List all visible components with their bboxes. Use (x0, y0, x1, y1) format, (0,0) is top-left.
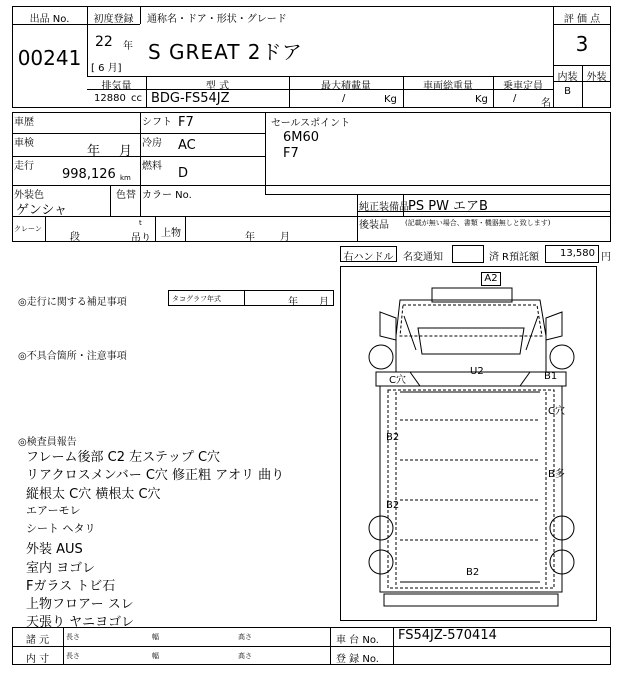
gross-weight-label: 車両総重量 (423, 81, 473, 92)
sales-point-label: セールスポイント (271, 118, 351, 129)
tachograph-month: 月 (319, 297, 329, 308)
ac-label: 冷房 (142, 138, 162, 149)
crane-label: クレーン (14, 225, 42, 233)
capacity-label: 乗車定員 (503, 81, 543, 92)
gross-weight-unit: Kg (475, 94, 488, 105)
chassis-label: 車 台 No. (336, 635, 379, 646)
mark-b2-bottom: B2 (466, 567, 480, 578)
first-reg-year-unit: 年 (123, 41, 133, 52)
name-change-suffix: 済 (489, 252, 499, 263)
shift-label: シフト (142, 117, 172, 128)
interior-length-label: 長さ (66, 652, 80, 660)
height-label: 高さ (238, 633, 252, 641)
ac-value: AC (178, 138, 196, 153)
capacity-unit: 名 (541, 98, 551, 109)
upper-year: 年 (245, 232, 255, 243)
registration-label: 登 録 No. (336, 654, 379, 665)
equipment-label: 純正装備品 (359, 202, 409, 213)
inspector-line-7: 室内 ヨゴレ (26, 561, 96, 576)
model-code-label: 型 式 (205, 81, 230, 92)
crane-ton: t (139, 219, 142, 227)
max-load-label: 最大積載量 (321, 81, 371, 92)
upper-month: 月 (280, 232, 290, 243)
color-label: 外装色 (14, 190, 44, 201)
mark-a2: A2 (484, 273, 498, 284)
fuel-label: 燃料 (142, 161, 162, 172)
model-name-value: S GREAT 2ドア (148, 40, 303, 64)
model-name-label: 通称名・ドア・形状・グレード (147, 14, 287, 25)
first-reg-label: 初度登録 (93, 14, 134, 25)
supplement-label: ◎走行に関する補足事項 (18, 297, 127, 308)
name-change-box (452, 245, 484, 263)
inspector-line-8: Fガラス トビ石 (26, 579, 116, 594)
inspector-line-9: 上物フロアー スレ (26, 597, 134, 612)
lot-label: 出品 No. (29, 14, 70, 25)
crane-stage: 段 (70, 232, 80, 243)
inspector-line-2: リアクロスメンバー C穴 修正粗 アオリ 曲り (26, 468, 285, 483)
interior-width-label: 幅 (152, 652, 159, 660)
mileage-label: 走行 (14, 161, 34, 172)
inspector-line-10: 天張り ヤニヨゴレ (26, 615, 135, 630)
history-label: 車歴 (14, 117, 34, 128)
max-load-unit: Kg (384, 94, 397, 105)
inspector-line-5: シート ヘタリ (26, 522, 96, 535)
interior-grade-value: B (564, 86, 571, 97)
upper-label: 上物 (161, 228, 181, 239)
inspection-month: 月 (119, 144, 133, 159)
length-label: 長さ (66, 633, 80, 641)
color-change-label: 色替 (116, 190, 136, 201)
recycle-label: R預託額 (502, 252, 539, 263)
inspector-label: ◎検査員報告 (18, 437, 77, 448)
crane-hang: 吊り (131, 233, 151, 244)
mark-b-many: B多 (548, 469, 565, 480)
sales-point-line-1: 6M60 (283, 130, 320, 145)
color-value: ゲンシャ (16, 203, 68, 218)
width-label: 幅 (152, 633, 159, 641)
model-code-value: BDG-FS54JZ (151, 91, 230, 106)
fuel-value: D (178, 166, 189, 181)
inspection-label: 車検 (14, 138, 34, 149)
inspector-line-1: フレーム後部 C2 左ステップ C穴 (26, 450, 221, 465)
shift-value: F7 (178, 115, 194, 130)
displacement-value: 12880 (94, 93, 126, 104)
equipment-value: PS PW エアB (408, 199, 488, 214)
recycle-unit: 円 (601, 252, 611, 263)
mileage-value: 998,126 (62, 167, 116, 182)
max-load-value: / (342, 93, 346, 104)
mark-b2-lower: B2 (386, 500, 400, 511)
capacity-value: / (513, 93, 517, 104)
interior-grade-label: 内装 (557, 72, 578, 83)
inspector-line-3: 縦根太 C穴 横根太 C穴 (26, 487, 161, 502)
color-code-label: カラー No. (142, 190, 192, 201)
defect-label: ◎不具合箇所・注意事項 (18, 351, 127, 362)
grade-value: 3 (575, 32, 589, 56)
first-reg-month: [ 6 月] (91, 63, 122, 74)
exterior-grade-label: 外装 (586, 72, 607, 83)
mark-c-hole-right: C穴 (548, 406, 565, 417)
displacement-label: 排気量 (101, 81, 132, 92)
aftermarket-label: 後装品 (359, 220, 389, 231)
first-reg-year: 22 (95, 34, 113, 50)
inspector-line-6: 外装 AUS (26, 542, 83, 557)
displacement-unit: cc (131, 93, 142, 104)
chassis-value: FS54JZ-570414 (398, 628, 497, 643)
interior-height-label: 高さ (238, 652, 252, 660)
sales-point-line-2: F7 (283, 146, 299, 161)
aftermarket-note: (記載が無い場合、書類・機器無しと致します) (405, 219, 551, 227)
tachograph-label: タコグラフ年式 (172, 295, 221, 303)
lot-number: 00241 (17, 46, 82, 70)
mileage-unit: km (120, 174, 131, 182)
mark-b1: B1 (544, 371, 558, 382)
tachograph-year: 年 (288, 297, 298, 308)
inspection-year: 年 (87, 144, 101, 159)
mark-c-hole-left: C穴 (389, 375, 406, 386)
dimensions-label: 諸 元 (25, 635, 50, 646)
recycle-value: 13,580 (560, 248, 595, 259)
inspector-line-4: エアーモレ (26, 504, 81, 517)
mark-b2-upper: B2 (386, 432, 400, 443)
right-hand-drive: 右ハンドル (343, 252, 394, 263)
grade-label: 評 価 点 (563, 14, 601, 25)
mark-u2: U2 (470, 366, 484, 377)
name-change-label: 名変通知 (403, 252, 443, 263)
interior-dim-label: 内 寸 (25, 654, 50, 665)
